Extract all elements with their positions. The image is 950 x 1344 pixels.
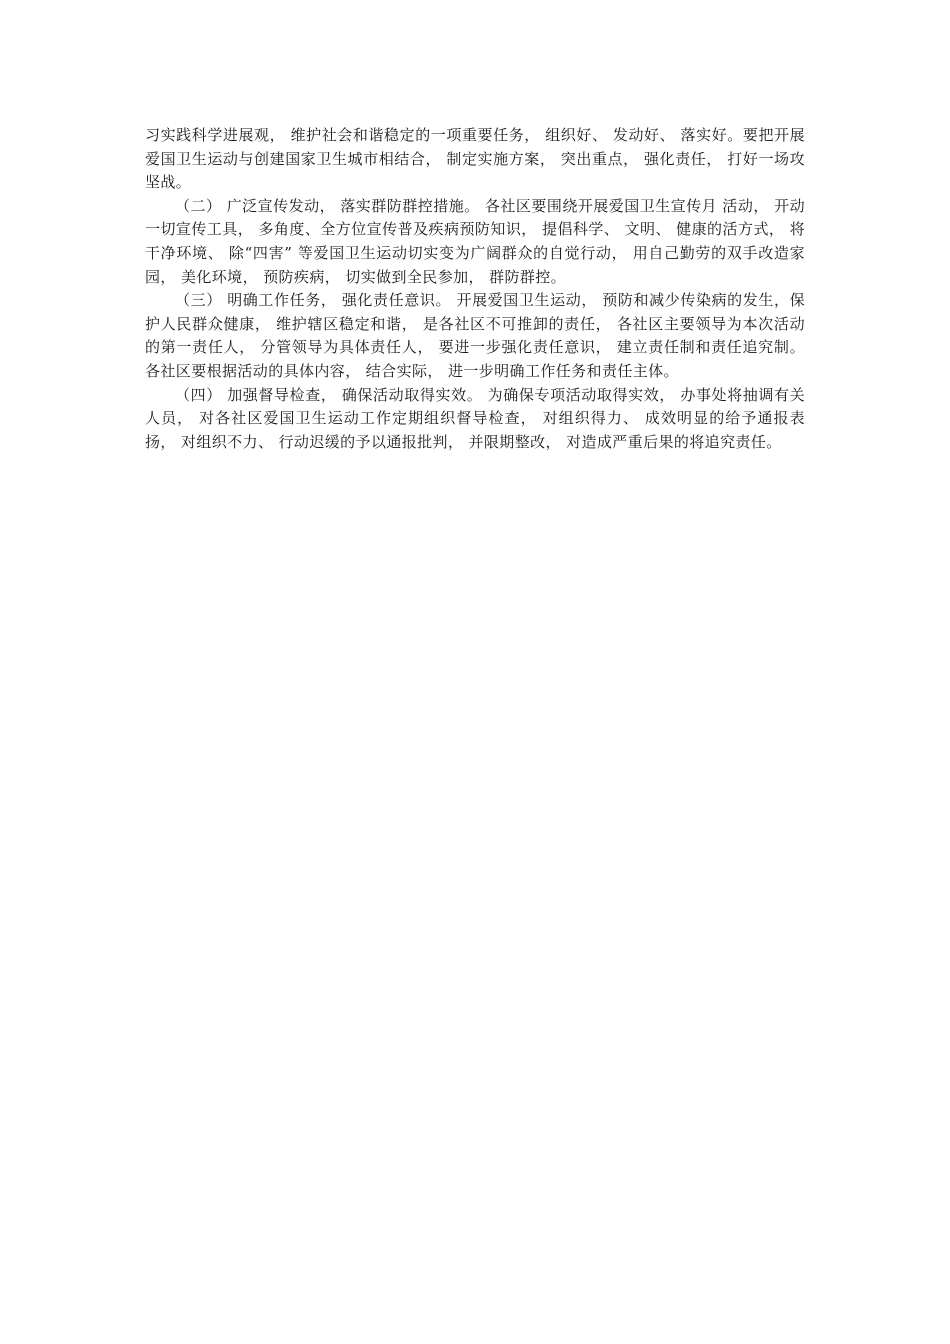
- paragraph-supervision: （四） 加强督导检查， 确保活动取得实效。 为确保专项活动取得实效， 办事处将抽调有关人员， 对各社区爱国卫生运动工作定期组织督导检查， 对组织得力、 成效明显的给予通报表扬， 对组织不力、 行动迟缓的予以通报批判， 并限期整改， 对造成严重后果的将追究责任。: [145, 385, 805, 451]
- paragraph-publicity: （二） 广泛宣传发动， 落实群防群控措施。 各社区要围绕开展爱国卫生宣传月 活动， 开动一切宣传工具， 多角度、全方位宣传普及疾病预防知识， 提倡科学、 文明、 健康的活方式， 将干净环境、 除“四害” 等爱国卫生运动切实变为广阔群众的自觉行动， 用自己勤劳的双手改造家园， 美化环境， 预防疾病， 切实做到全民参加， 群防群控。: [145, 196, 805, 286]
- paragraph-responsibility: （三） 明确工作任务， 强化责任意识。 开展爱国卫生运动， 预防和减少传染病的发生，保护人民群众健康， 维护辖区稳定和谐， 是各社区不可推卸的责任， 各社区主要领导为本次活动的第一责任人， 分管领导为具体责任人， 要进一步强化责任意识， 建立责任制和责任追究制。 各社区要根据活动的具体内容， 结合实际， 进一步明确工作任务和责任主体。: [145, 291, 805, 380]
- paragraph-continuation: 习实践科学进展观， 维护社会和谐稳定的一项重要任务， 组织好、 发动好、 落实好。要把开展爱国卫生运动与创建国家卫生城市相结合， 制定实施方案， 突出重点， 强化责任， 打好一场攻坚战。: [145, 126, 805, 192]
- document-body: [145, 124, 805, 454]
